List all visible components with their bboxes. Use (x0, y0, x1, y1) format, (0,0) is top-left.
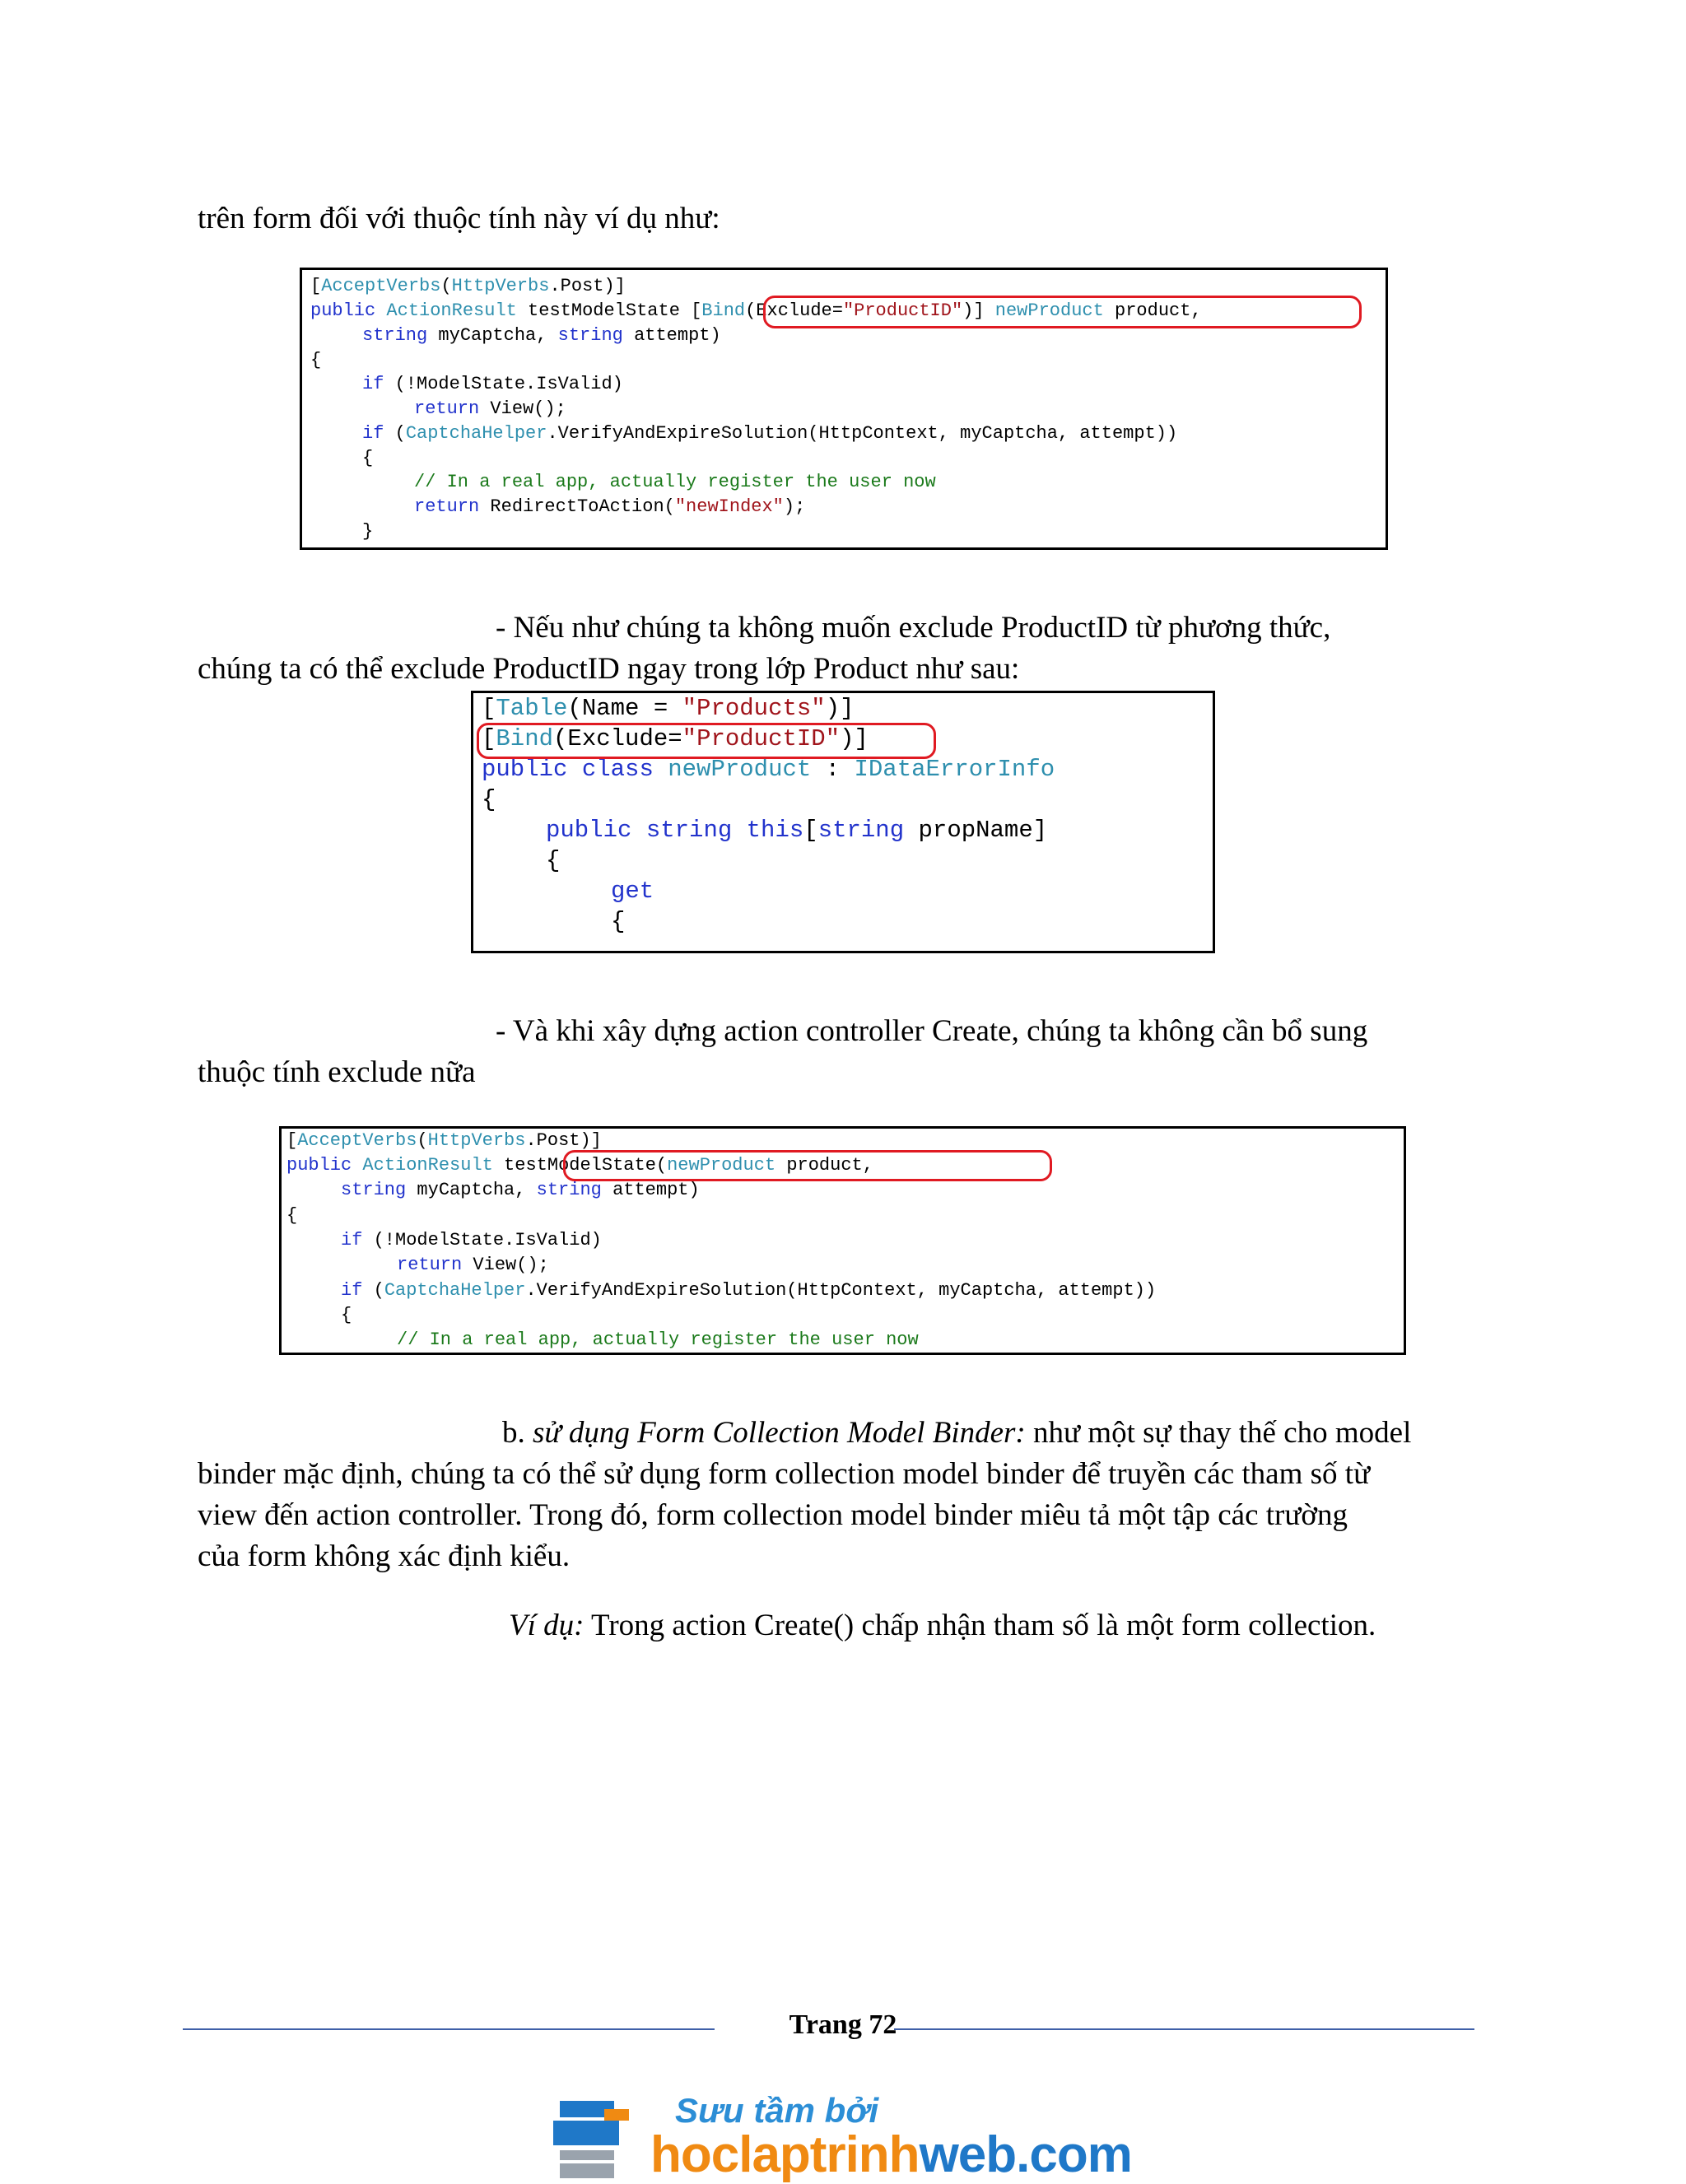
code-screenshot-2 (471, 691, 1215, 953)
page-number: Trang 72 (789, 2009, 897, 2040)
code3-line-1: [AcceptVerbs(HttpVerbs.Post)] (286, 1130, 602, 1151)
code1-line-8: { (362, 448, 374, 468)
code3-line-8: { (341, 1305, 352, 1325)
code2-line-6: { (546, 847, 561, 874)
paragraph-4: Ví dụ: Trong action Create() chấp nhận tham số là một form collection. (509, 1609, 1376, 1642)
paragraph-2-line-1: - Và khi xây dựng action controller Create, chúng ta không cần bổ sung (496, 1014, 1368, 1048)
paragraph-3 (198, 1413, 1411, 1577)
code2-line-4: { (482, 786, 496, 813)
intro-text: trên form đối với thuộc tính này ví dụ như: (198, 202, 720, 235)
code3-line-3: string myCaptcha, string attempt) (341, 1180, 700, 1200)
paragraph-1-line-2: chúng ta có thể exclude ProductID ngay trong lớp Product như sau: (198, 652, 1020, 686)
code1-line-5: if (!ModelState.IsValid) (362, 374, 623, 394)
paragraph-3-italic: sử dụng Form Collection Model Binder: (533, 1416, 1026, 1450)
code1-line-6: return View(); (414, 398, 566, 419)
site-logo (553, 2091, 1146, 2182)
code-screenshot-3 (279, 1126, 1406, 1355)
code2-highlight-bind (477, 723, 936, 759)
code2-line-2: [Bind(Exclude="ProductID")] (482, 725, 869, 752)
code3-line-2: public ActionResult testModelState(newProduct product, (286, 1155, 873, 1176)
paragraph-2-line-2: thuộc tính exclude nữa (198, 1055, 476, 1089)
code-screenshot-1 (300, 268, 1388, 550)
code1-highlight-bind (763, 296, 1362, 328)
paragraph-1 (198, 608, 1330, 690)
paragraph-3-line-4: của form không xác định kiểu. (198, 1539, 571, 1573)
code1-line-9: // In a real app, actually register the user now (414, 472, 936, 492)
logo-tagline: Sưu tầm bởi (675, 2091, 879, 2130)
code2-line-1: [Table(Name = "Products")] (482, 695, 855, 722)
paragraph-1-line-1: - Nếu như chúng ta không muốn exclude ProductID từ phương thức, (496, 611, 1331, 645)
code3-line-9: // In a real app, actually register the user now (397, 1329, 919, 1350)
code1-line-10: return RedirectToAction("newIndex"); (414, 496, 806, 517)
code1-line-3: string myCaptcha, string attempt) (362, 325, 721, 346)
code3-highlight-params (563, 1150, 1052, 1181)
code2-line-8: { (611, 908, 626, 935)
code1-line-2: public ActionResult testModelState [Bind(Exclude="ProductID")] newProduct product, (310, 300, 1202, 321)
code3-line-7: if (CaptchaHelper.VerifyAndExpireSolution(HttpContext, myCaptcha, attempt)) (341, 1280, 1157, 1301)
paragraph-3-line-2: binder mặc định, chúng ta có thể sử dụng form collection model binder để truyền các tham số từ (198, 1457, 1371, 1491)
paragraph-3-line-1: b. sử dụng Form Collection Model Binder: như một sự thay thế cho model (502, 1416, 1412, 1450)
paragraph-3-line-3: view đến action controller. Trong đó, form collection model binder miêu tả một tập các trường (198, 1498, 1348, 1532)
computer-icon (553, 2101, 631, 2182)
paragraph-2 (198, 1011, 1367, 1093)
code1-line-7: if (CaptchaHelper.VerifyAndExpireSolution(HttpContext, myCaptcha, attempt)) (362, 423, 1178, 444)
example-label: Ví dụ: (509, 1609, 585, 1642)
code3-line-4: { (286, 1205, 298, 1226)
code2-line-3: public class newProduct : IDataErrorInfo (482, 756, 1055, 783)
code3-line-6: return View(); (397, 1255, 549, 1275)
code1-line-4: { (310, 350, 322, 370)
logo-site-name: hoclaptrinhweb.com (650, 2126, 1132, 2183)
code2-line-5: public string this[string propName] (546, 817, 1048, 844)
code1-line-11: } (362, 521, 374, 542)
code3-line-5: if (!ModelState.IsValid) (341, 1230, 602, 1250)
code1-line-1: [AcceptVerbs(HttpVerbs.Post)] (310, 276, 626, 296)
code2-line-7: get (611, 878, 654, 905)
